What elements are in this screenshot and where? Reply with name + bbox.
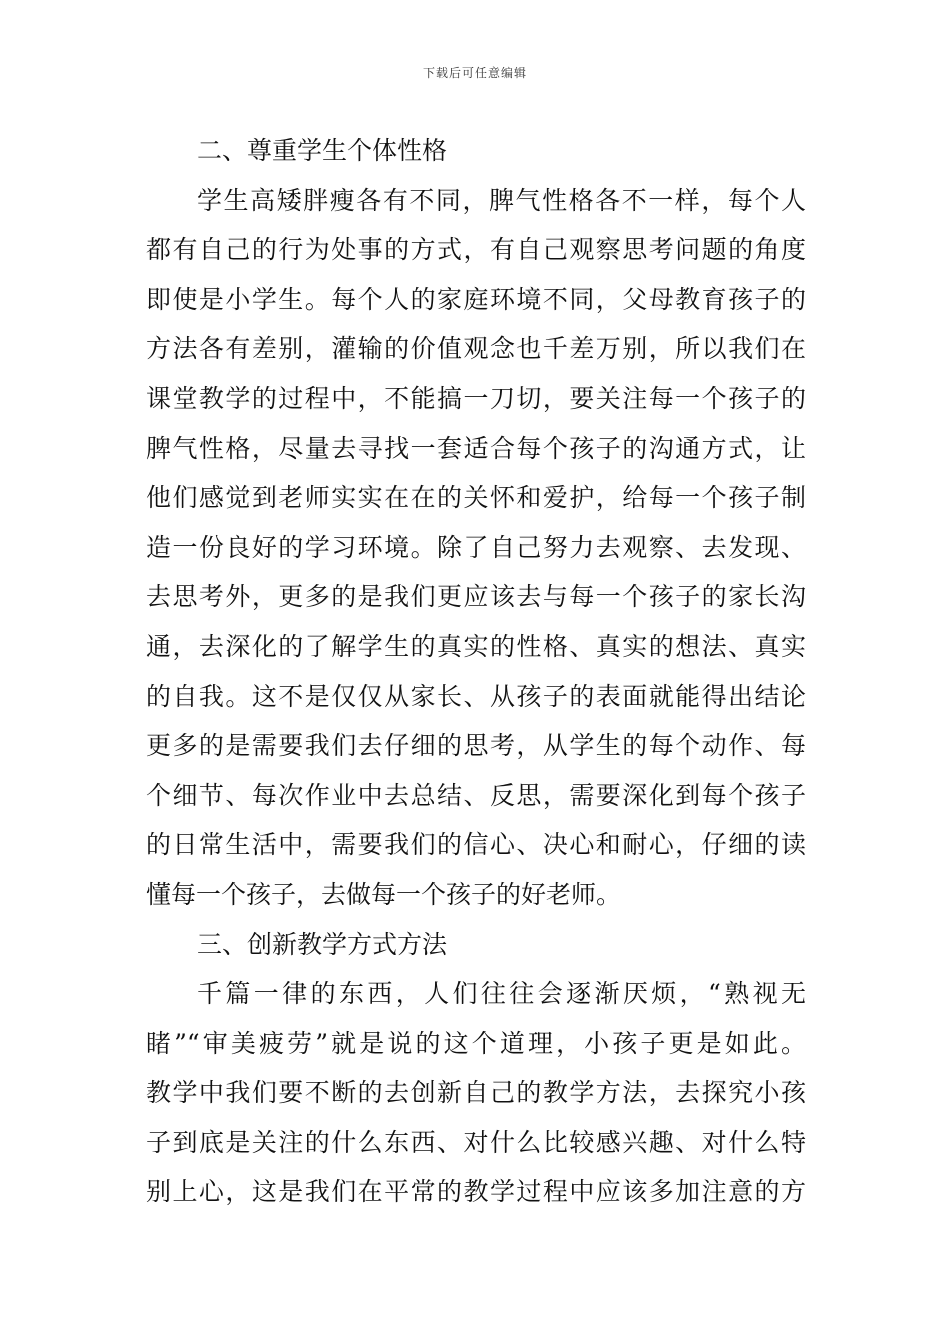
paragraph-line: 的日常生活中，需要我们的信心、决心和耐心，仔细的读 [146, 830, 806, 860]
paragraph-line: 造一份良好的学习环境。除了自己努力去观察、去发现、 [146, 532, 806, 562]
paragraph-line: 别上心，这是我们在平常的教学过程中应该多加注意的方 [146, 1177, 806, 1207]
document-body [146, 126, 806, 1217]
paragraph-line: 个细节、每次作业中去总结、反思，需要深化到每个孩子 [146, 780, 806, 810]
paragraph-line: 都有自己的行为处事的方式，有自己观察思考问题的角度 [146, 235, 806, 265]
paragraph-line: 子到底是关注的什么东西、对什么比较感兴趣、对什么特 [146, 1127, 806, 1157]
section-heading-2: 二、尊重学生个体性格 [197, 136, 448, 165]
paragraph-line: 通，去深化的了解学生的真实的性格、真实的想法、真实 [146, 631, 806, 661]
paragraph-line: 教学中我们要不断的去创新自己的教学方法，去探究小孩 [146, 1078, 806, 1108]
paragraph-line: 千篇一律的东西，人们往往会逐渐厌烦，“熟视无 [197, 979, 806, 1009]
paragraph-line: 懂每一个孩子，去做每一个孩子的好老师。 [146, 879, 622, 909]
paragraph-line: 学生高矮胖瘦各有不同，脾气性格各不一样，每个人 [197, 185, 806, 215]
paragraph-line: 即使是小学生。每个人的家庭环境不同，父母教育孩子的 [146, 284, 806, 314]
paragraph-line: 方法各有差别，灌输的价值观念也千差万别，所以我们在 [146, 334, 806, 364]
page-header-note: 下载后可任意编辑 [422, 66, 527, 80]
paragraph-line: 他们感觉到老师实实在在的关怀和爱护，给每一个孩子制 [146, 483, 806, 513]
paragraph-line: 课堂教学的过程中，不能搞一刀切，要关注每一个孩子的 [146, 383, 806, 413]
paragraph-line: 的自我。这不是仅仅从家长、从孩子的表面就能得出结论 [146, 681, 806, 711]
paragraph-line: 去思考外，更多的是我们更应该去与每一个孩子的家长沟 [146, 582, 806, 612]
paragraph-line: 更多的是需要我们去仔细的思考，从学生的每个动作、每 [146, 731, 806, 761]
section-heading-3: 三、创新教学方式方法 [197, 929, 448, 959]
paragraph-line: 脾气性格，尽量去寻找一套适合每个孩子的沟通方式，让 [146, 433, 806, 463]
paragraph-line: 睹”“审美疲劳”就是说的这个道理，小孩子更是如此。 [146, 1028, 806, 1058]
